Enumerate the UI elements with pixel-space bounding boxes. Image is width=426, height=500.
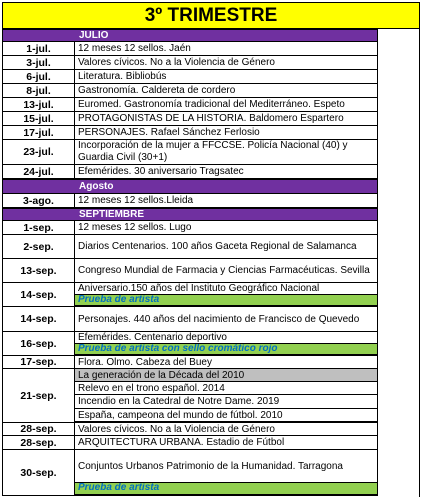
date-cell: 15-jul. [2, 112, 75, 126]
table-row [2, 84, 378, 98]
issue-description: Congreso Mundial de Farmacia y Ciencias Farmacéuticas. Sevilla [75, 259, 378, 283]
date-cell: 17-jul. [2, 126, 75, 140]
date-cell: 3-ago. [2, 194, 75, 208]
issue-description: Efemérides. 30 aniversario Tragsatec [75, 165, 378, 179]
decade-header: La generación de la Década del 2010 [75, 369, 377, 382]
issue-description: España, campeona del mundo de fútbol. 2010 [75, 409, 377, 422]
date-cell: 28-sep. [2, 436, 75, 450]
issue-description: Incendio en la Catedral de Notre Dame. 2019 [75, 395, 377, 409]
month-label: Agosto [79, 181, 114, 192]
table-row [2, 332, 378, 356]
date-cell: 17-sep. [2, 356, 75, 369]
issue-cell [75, 369, 378, 423]
date-cell: 13-sep. [2, 259, 75, 283]
date-cell: 24-jul. [2, 165, 75, 179]
table-row [2, 259, 378, 283]
issue-description: Relevo en el trono español. 2014 [75, 382, 377, 395]
issue-cell [75, 332, 378, 356]
date-cell: 14-sep. [2, 307, 75, 332]
issue-cell [75, 283, 378, 307]
issue-description: Valores cívicos. No a la Violencia de Género [75, 423, 378, 436]
issue-cell [75, 450, 378, 496]
issue-description: Valores cívicos. No a la Violencia de Género [75, 56, 378, 70]
date-cell: 2-sep. [2, 235, 75, 259]
issue-description: Conjuntos Urbanos Patrimonio de la Humanidad. Tarragona [75, 450, 377, 483]
month-header-julio [2, 29, 378, 42]
issue-description: Personajes. 440 años del nacimiento de Francisco de Quevedo [75, 307, 378, 332]
issue-description: Gastronomía. Caldereta de cordero [75, 84, 378, 98]
table-row [2, 307, 378, 332]
date-cell: 13-jul. [2, 98, 75, 112]
issue-description: 12 meses 12 sellos. Jaén [75, 42, 378, 56]
issue-description: 12 meses 12 sellos.Lleida [75, 194, 378, 208]
issue-description: ARQUITECTURA URBANA. Estadio de Fútbol [75, 436, 378, 450]
table-row [2, 56, 378, 70]
table-row [2, 283, 378, 307]
table-row [2, 126, 378, 140]
issue-description: PROTAGONISTAS DE LA HISTORIA. Baldomero Espartero [75, 112, 378, 126]
artist-proof-label: Prueba de artista [75, 295, 377, 306]
issue-description: Efemérides. Centenario deportivo [75, 332, 377, 344]
table-row [2, 194, 378, 208]
page-title: 3º TRIMESTRE [2, 2, 420, 29]
table-row [2, 112, 378, 126]
date-cell: 14-sep. [2, 283, 75, 307]
month-header-septiembre [2, 208, 378, 221]
table-row [2, 221, 378, 235]
artist-proof-label: Prueba de artista con sello cromático rojo [75, 344, 377, 355]
date-cell: 28-sep. [2, 423, 75, 436]
date-cell: 1-jul. [2, 42, 75, 56]
table-row [2, 70, 378, 84]
table-row [2, 356, 378, 369]
issue-description: Flora. Olmo. Cabeza del Buey [75, 356, 378, 369]
date-cell: 21-sep. [2, 369, 75, 423]
date-cell: 3-jul. [2, 56, 75, 70]
date-cell: 16-sep. [2, 332, 75, 356]
month-label: SEPTIEMBRE [79, 209, 145, 220]
issue-description: PERSONAJES. Rafael Sánchez Ferlosio [75, 126, 378, 140]
table-row [2, 42, 378, 56]
table-row [2, 235, 378, 259]
table-row [2, 165, 378, 179]
date-cell: 1-sep. [2, 221, 75, 235]
month-header-agosto [2, 179, 378, 194]
outer-border-right [419, 29, 420, 497]
table-row [2, 369, 378, 423]
artist-proof-label: Prueba de artista [75, 483, 377, 495]
date-cell: 23-jul. [2, 140, 75, 165]
issue-description: Euromed. Gastronomía tradicional del Mediterráneo. Espeto [75, 98, 378, 112]
issue-description: Literatura. Bibliobús [75, 70, 378, 84]
table-row [2, 140, 378, 165]
table-row [2, 98, 378, 112]
issue-description: Aniversario.150 años del Instituto Geográfico Nacional [75, 283, 377, 295]
month-label: JULIO [79, 30, 109, 41]
table-row [2, 436, 378, 450]
date-cell: 6-jul. [2, 70, 75, 84]
issue-description: Incorporación de la mujer a FFCCSE. Policía Nacional (40) y Guardia Civil (30+1) [75, 140, 378, 165]
date-cell: 8-jul. [2, 84, 75, 98]
table-row [2, 450, 378, 496]
issue-description: 12 meses 12 sellos. Lugo [75, 221, 378, 235]
issue-description: Diarios Centenarios. 100 años Gaceta Regional de Salamanca [75, 235, 378, 259]
date-cell: 30-sep. [2, 450, 75, 496]
table-row [2, 423, 378, 436]
stamp-calendar-sheet [2, 2, 421, 497]
